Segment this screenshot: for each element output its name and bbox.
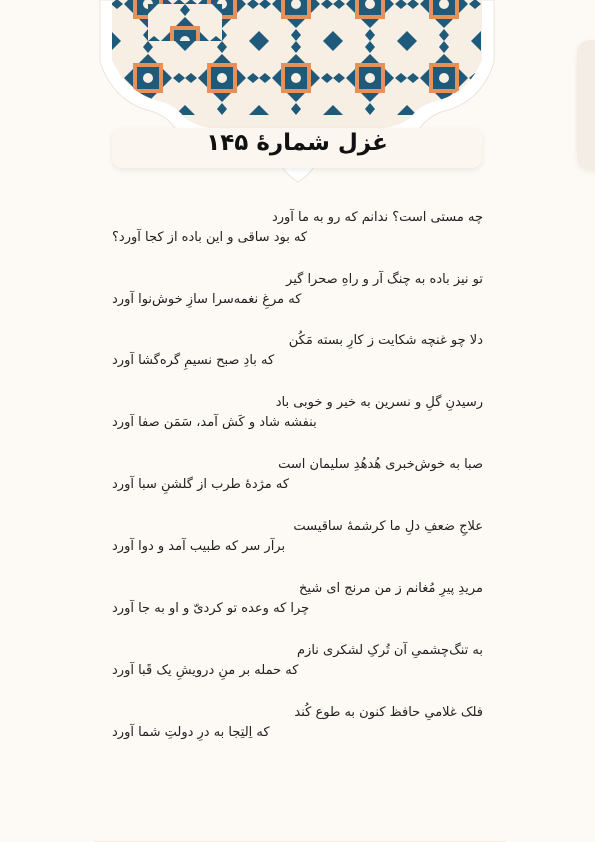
couplet-second-line <box>112 475 483 495</box>
couplet-second-line-text: چرا که وعده تو کردیّ و او به جا آورد <box>112 601 310 616</box>
couplet-second-line-text: که بادِ صبح نسیمِ گره‌گشا آورد <box>112 353 275 368</box>
couplet-first-line: به تنگ‌چشمیِ آن تُرکِ لشکری نازم <box>297 643 483 658</box>
footer-tile-ornament <box>95 836 505 842</box>
couplet-second-line-text: بنفشه شاد و کَش آمد، سَمَن صفا آورد <box>112 415 317 430</box>
couplet-second-line <box>112 413 483 433</box>
couplet-second-line-text: که اِلتِجا به درِ دولتِ شما آورد <box>112 725 270 740</box>
couplet-second-line-text: برآر سر که طبیب آمد و دوا آورد <box>112 539 286 554</box>
couplet <box>112 393 483 433</box>
couplet-second-line <box>112 661 483 681</box>
couplet-first-line: مریدِ پیرِ مُغانم ز من مرنج ای شیخ <box>299 581 483 596</box>
tile-pattern-icon <box>0 0 595 200</box>
couplet <box>112 331 483 371</box>
couplet-second-line <box>112 228 483 248</box>
couplet-second-line-text: که بود ساقی و این باده از کجا آورد؟ <box>112 230 308 245</box>
couplet-second-line <box>112 599 483 619</box>
couplet <box>112 641 483 681</box>
couplet-second-line <box>112 723 483 743</box>
couplet <box>112 703 483 743</box>
page-title: غزل شمارهٔ ۱۴۵ <box>206 130 388 156</box>
couplet-first-line: چه مستی است؟ ندانم که رو به ما آورد <box>271 210 483 225</box>
couplet-first-line: تو نیز باده به چنگ آر و راهِ صحرا گیر <box>286 272 483 287</box>
couplet-second-line <box>112 351 483 371</box>
couplet-first-line: علاجِ ضعفِ دلِ ما کرشمهٔ ساقیست <box>293 519 483 534</box>
couplet-second-line <box>112 290 483 310</box>
couplet <box>112 208 483 248</box>
couplet <box>112 455 483 495</box>
couplet-first-line: صبا به خوش‌خبری هُدهُدِ سلیمان است <box>278 457 483 472</box>
side-ornament <box>577 40 595 170</box>
couplet-first-line: فلک غلامیِ حافظ کنون به طوع کُند <box>294 705 483 720</box>
couplet <box>112 270 483 310</box>
couplet-second-line-text: که مرغِ نغمه‌سرا سازِ خوش‌نوا آورد <box>112 292 302 307</box>
couplet <box>112 517 483 557</box>
couplet-first-line: دلا چو غنچه شکایت ز کارِ بسته مَکُن <box>288 333 483 348</box>
couplet <box>112 579 483 619</box>
couplet-second-line <box>112 537 483 557</box>
couplet-first-line: رسیدنِ گلِ و نسرین به خیر و خوبی باد <box>275 395 483 410</box>
couplet-second-line-text: که مژدهٔ طرب از گلشنِ سبا آورد <box>112 477 290 492</box>
header-tile-ornament <box>0 0 595 200</box>
couplet-second-line-text: که حمله بر منِ درویشِ یک قَبا آورد <box>112 663 299 678</box>
